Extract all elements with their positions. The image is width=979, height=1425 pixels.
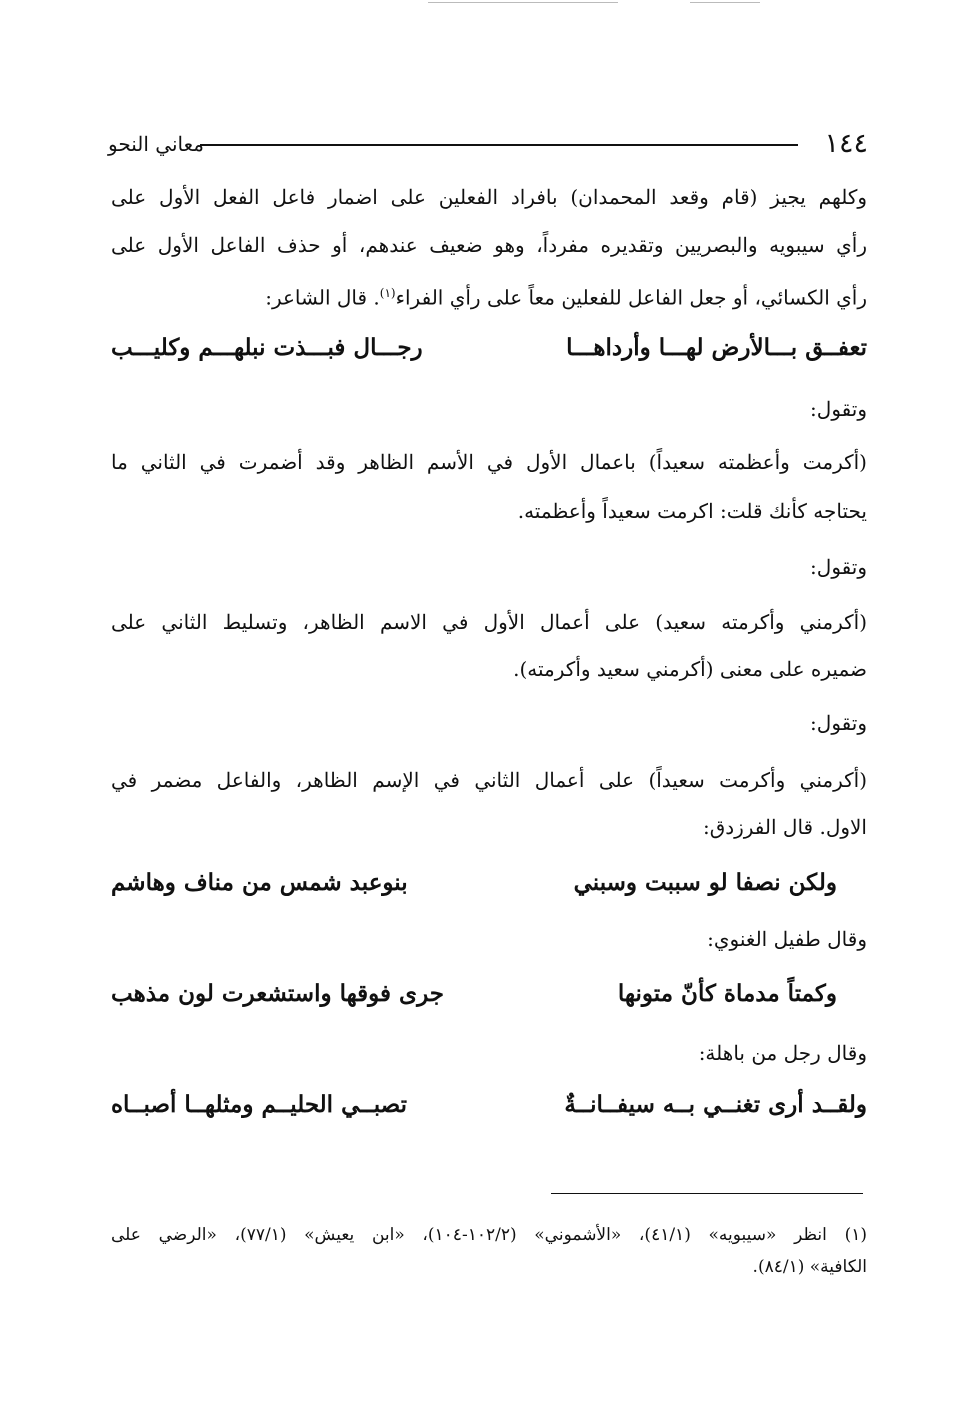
footnote-line: الكافية» (٨٤/١). xyxy=(752,1257,867,1277)
verse-3 xyxy=(111,974,867,1014)
body-line: (أكرمني وأكرمت سعيداً) على أعمال الثاني في الإسم الظاهر، والفاعل مضمر في xyxy=(111,768,867,792)
verse-first-hemistich: تعفــق بـــالأرض لهـــا وأرداهـــا xyxy=(566,334,867,361)
body-line: (أكرمني وأكرمته سعيد) على أعمال الأول في الاسم الظاهر، وتسليط الثاني على xyxy=(111,610,867,634)
header-rule xyxy=(200,144,798,146)
footnote-marker: (١) xyxy=(379,286,396,300)
body-line: وقال طفيل الغنوي: xyxy=(707,927,867,951)
body-line: وقال رجل من باهلة: xyxy=(698,1041,867,1065)
verse-second-hemistich: بنوعبد شمس من مناف وهاشم xyxy=(111,869,408,896)
verse-first-hemistich: ولكن نصفا لو سببت وسبني xyxy=(573,869,837,896)
footnote-rule xyxy=(551,1193,863,1194)
page-number: ١٤٤ xyxy=(824,128,868,159)
book-title: معاني النحو xyxy=(108,132,204,156)
verse-second-hemistich: رجـــال فبـــذت نبلهـــم وكليـــب xyxy=(111,334,423,361)
body-line: يحتاجه كأنك قلت: اكرمت سعيداً وأعظمته. xyxy=(517,499,867,523)
verse-second-hemistich: جرى فوقها واستشعرت لون مذهب xyxy=(111,980,444,1007)
body-line xyxy=(111,276,867,315)
verse-first-hemistich: وكمتاً مدماة كأنّ متونها xyxy=(617,980,837,1007)
verse-1 xyxy=(111,328,867,368)
body-line: ضميره على معنى (أكرمني سعيد وأكرمته). xyxy=(513,657,867,681)
page-header xyxy=(108,126,868,162)
footnote-line: (١) انظر «سيبويه» (٤١/١)، «الأشموني» (١٠٢/٢-١٠٤)، «ابن يعيش» (٧٧/١)، «الرضي على xyxy=(111,1225,867,1245)
body-line: وتقول: xyxy=(810,397,867,421)
body-line: وتقول: xyxy=(810,555,867,579)
body-line: رأي سيبويه والبصريين وتقديره مفرداً، وهو ضعيف عندهم، أو حذف الفاعل الأول على xyxy=(111,233,867,257)
body-text: . قال الشاعر: xyxy=(265,285,380,310)
body-line: وكلهم يجيز (قام وقعد المحمدان) بافراد الفعلين على اضمار فاعل الفعل الأول على xyxy=(111,185,867,209)
body-line: الاول. قال الفرزدق: xyxy=(702,815,867,839)
body-line: وتقول: xyxy=(810,711,867,735)
body-line: (أكرمت وأعظمته سعيداً) باعمال الأول في الأسم الظاهر وقد أضمرت في الثاني ما xyxy=(111,450,867,474)
verse-2 xyxy=(111,863,867,903)
verse-second-hemistich: تصبــي الحليــم ومثلهــا أصبــاه xyxy=(111,1091,408,1118)
body-text: رأي الكسائي، أو جعل الفاعل للفعلين معاً على رأي الفراء xyxy=(395,285,867,310)
verse-first-hemistich: ولقــد أرى تغنــي بــه سيفــانــةٌ xyxy=(564,1091,867,1118)
verse-4 xyxy=(111,1085,867,1125)
